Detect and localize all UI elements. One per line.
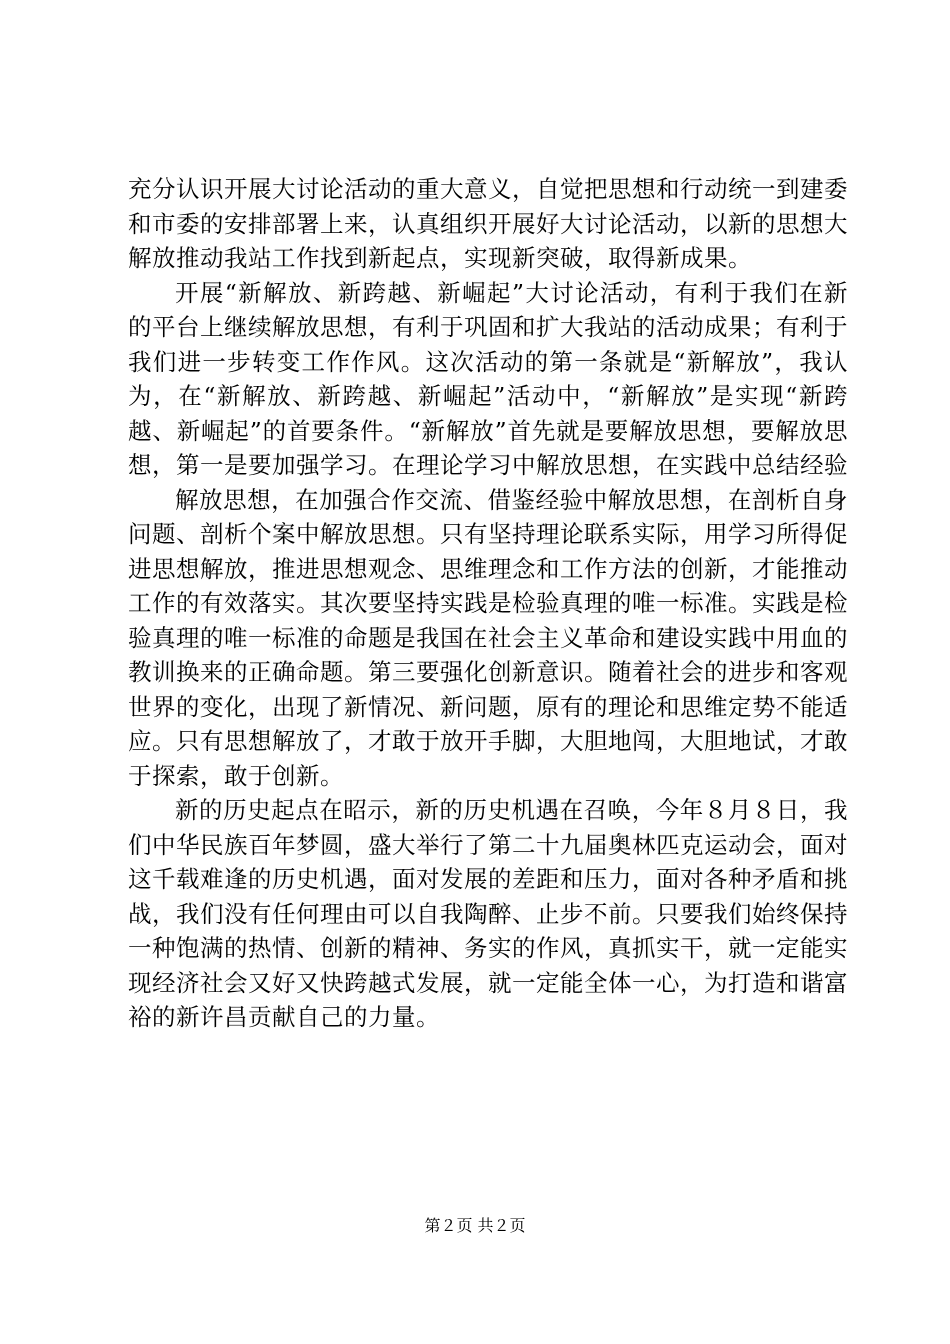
paragraph-2: 开展“新解放、新跨越、新崛起”大讨论活动，有利于我们在新的平台上继续解放思想，有利于巩固和扩大我站的活动成果；有利于我们进一步转变工作作风。这次活动的第一条就是“新解放”，我认为，在“新解放、新跨越、新崛起”活动中，“新解放”是实现“新跨越、新崛起”的首要条件。“新解放”首先就是要解放思想，要解放思想，第一是要加强学习。在理论学习中解放思想，在实践中总结经验 [128, 278, 848, 479]
body-text [128, 172, 848, 1035]
paragraph-1: 充分认识开展大讨论活动的重大意义，自觉把思想和行动统一到建委和市委的安排部署上来，认真组织开展好大讨论活动，以新的思想大解放推动我站工作找到新起点，实现新突破，取得新成果。 [128, 175, 848, 272]
paragraph-3: 解放思想，在加强合作交流、借鉴经验中解放思想，在剖析自身问题、剖析个案中解放思想。只有坚持理论联系实际，用学习所得促进思想解放，推进思想观念、思维理念和工作方法的创新，才能推动工作的有效落实。其次要坚持实践是检验真理的唯一标准。实践是检验真理的唯一标准的命题是我国在社会主义革命和建设实践中用血的教训换来的正确命题。第三要强化创新意识。随着社会的进步和客观世界的变化，出现了新情况、新问题，原有的理论和思维定势不能适应。只有思想解放了，才敢于放开手脚，大胆地闯，大胆地试，才敢于探索，敢于创新。 [128, 485, 848, 790]
page-number-footer: 第２页 共２页 [424, 1216, 526, 1235]
paragraph-4: 新的历史起点在昭示，新的历史机遇在召唤，今年８月８日，我们中华民族百年梦圆，盛大举行了第二十九届奥林匹克运动会，面对这千载难逢的历史机遇，面对发展的差距和压力，面对各种矛盾和挑战，我们没有任何理由可以自我陶醉、止步不前。只要我们始终保持一种饱满的热情、创新的精神、务实的作风，真抓实干，就一定能实现经济社会又好又快跨越式发展，就一定能全体一心，为打造和谐富裕的新许昌贡献自己的力量。 [128, 796, 848, 1031]
